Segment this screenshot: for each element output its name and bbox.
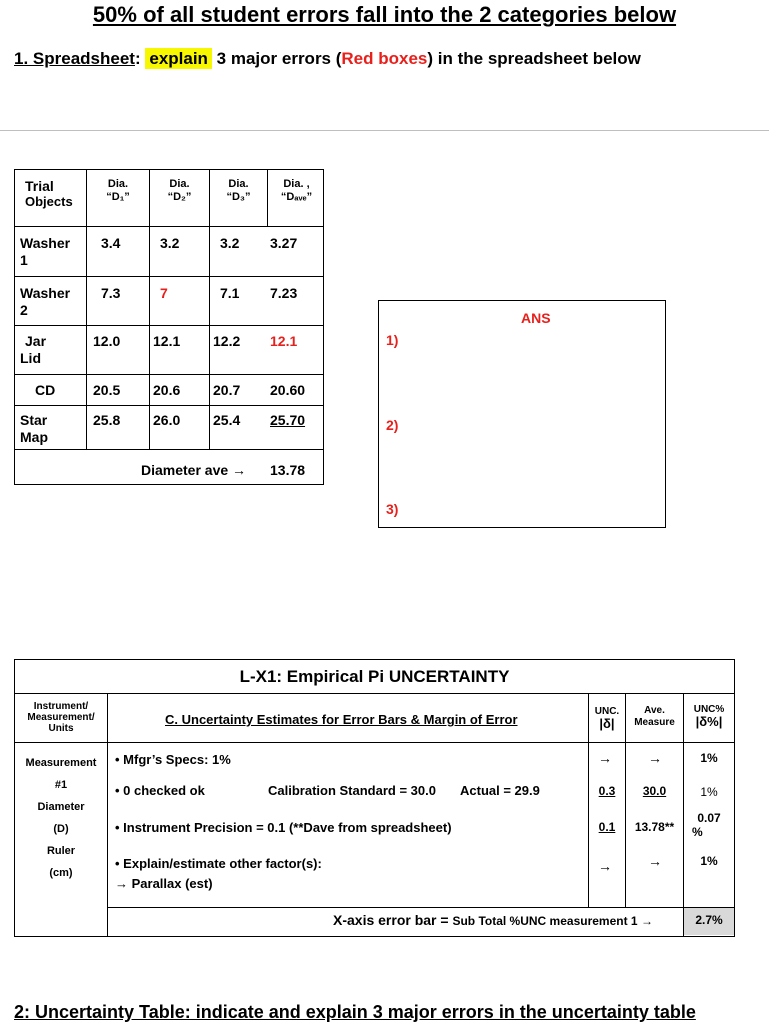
answer-item-3: 3): [386, 501, 399, 517]
answer-box[interactable]: [378, 300, 666, 528]
table-row: [15, 227, 323, 277]
header-unc-percent: UNC%: [693, 704, 725, 715]
dave-value: 20.60: [270, 382, 306, 398]
dave-value: 25.70: [270, 412, 306, 428]
left-measurement: Measurement: [25, 757, 97, 769]
red-boxes-text: Red boxes: [341, 49, 428, 68]
calibration-actual: Actual = 29.9: [460, 783, 540, 798]
header-units: Units: [48, 723, 74, 734]
d1-value: 12.0: [93, 333, 121, 349]
parallax-text: → Parallax (est): [115, 876, 213, 891]
header-delta: |δ|: [599, 716, 615, 731]
mfgr-specs-text: Mfgr’s Specs: 1%: [123, 752, 231, 767]
xaxis-label-small: Sub Total %UNC measurement 1 →: [452, 914, 653, 928]
r2-unc: 0.3: [598, 784, 616, 798]
section-1-end: ) in the spreadsheet below: [427, 49, 641, 68]
left-units: (cm): [49, 867, 73, 879]
answer-item-1: 1): [386, 332, 399, 348]
dave-value-error: 12.1: [270, 333, 298, 349]
other-factors-text: Explain/estimate other factor(s):: [123, 856, 322, 871]
header-measure: Measure: [634, 717, 675, 728]
calibration-row: • 0 checked ok: [115, 783, 205, 798]
r4-ave-arrow: →: [648, 853, 662, 869]
r1-unc-arrow: →: [598, 750, 612, 766]
object-name: Washer: [20, 285, 71, 301]
grid-line: [107, 907, 734, 908]
object-name-2: Lid: [20, 350, 41, 366]
header-trial: Trial: [25, 178, 54, 194]
header-dave-symbol: “Dₐᵥₑ”: [280, 191, 313, 203]
instrument-precision-row: • Instrument Precision = 0.1 (**Dave from spreadsheet): [115, 820, 452, 835]
left-diameter: Diameter: [37, 801, 85, 813]
section-1-heading: [14, 49, 641, 69]
dave-value: 7.23: [270, 285, 298, 301]
r4-unc-arrow: →: [598, 858, 612, 874]
d1-value: 7.3: [101, 285, 121, 301]
answer-item-2: 2): [386, 417, 399, 433]
d2-value: 26.0: [153, 412, 181, 428]
r3-percent-sign: %: [692, 825, 703, 839]
section-1-number: 1. Spreadsheet: [14, 49, 135, 68]
header-instrument: Instrument/: [33, 701, 89, 712]
xaxis-error-value: 2.7%: [695, 913, 723, 927]
table-row: [15, 277, 323, 326]
object-name-2: 1: [20, 252, 28, 268]
header-objects: Objects: [25, 194, 73, 209]
xaxis-label-main: X-axis error bar =: [333, 912, 453, 928]
dave-value: 3.27: [270, 235, 298, 251]
d2-value: 12.1: [153, 333, 181, 349]
object-name: Washer: [20, 235, 71, 251]
header-delta-percent: |δ%|: [695, 714, 723, 729]
grid-line: [15, 693, 734, 694]
d1-value: 3.4: [101, 235, 121, 251]
calibration-standard: Calibration Standard = 30.0: [268, 783, 436, 798]
mfgr-specs-row: • Mfgr’s Specs: 1%: [115, 752, 231, 767]
d3-value: 3.2: [220, 235, 240, 251]
d3-value: 7.1: [220, 285, 240, 301]
answer-title: ANS: [521, 310, 551, 326]
header-d2-label: Dia.: [169, 178, 190, 190]
table-row: [15, 375, 323, 406]
page-title: 50% of all student errors fall into the 2 categories below: [92, 2, 677, 27]
d2-value: 3.2: [160, 235, 180, 251]
instrument-precision-text: Instrument Precision = 0.1 (**Dave from spreadsheet): [123, 820, 452, 835]
header-measurement: Measurement/: [27, 712, 95, 723]
object-name: Star: [20, 412, 48, 428]
section-1-middle: 3 major errors (: [211, 49, 342, 68]
zero-checked: 0 checked ok: [123, 783, 205, 798]
left-number: #1: [54, 779, 68, 791]
diameter-ave-value: 13.78: [270, 462, 306, 478]
header-d2-symbol: “D₂”: [167, 191, 192, 203]
separator-line: [0, 130, 769, 131]
r1-ave-arrow: →: [648, 750, 662, 766]
r2-ave: 30.0: [642, 784, 667, 798]
header-d3-symbol: “D₃”: [226, 191, 251, 203]
r4-unc-percent: 1%: [700, 854, 718, 868]
highlight-explain: explain: [145, 48, 212, 69]
d3-value: 12.2: [213, 333, 241, 349]
d2-value: 20.6: [153, 382, 181, 398]
section-2-heading: 2: Uncertainty Table: indicate and explain 3 major errors in the uncertainty table: [14, 1002, 696, 1022]
object-name: CD: [35, 382, 56, 398]
diameter-ave-label: Diameter ave →: [141, 462, 247, 478]
uncertainty-title: L-X1: Empirical Pi UNCERTAINTY: [239, 667, 510, 686]
d2-value-error: 7: [160, 285, 168, 301]
table-row: [15, 406, 323, 450]
r1-unc-percent: 1%: [700, 751, 718, 765]
object-name-2: Map: [20, 429, 48, 445]
xaxis-error-bar-label: [333, 912, 653, 928]
header-dave-label: Dia. ,: [283, 178, 310, 190]
object-name: Jar: [25, 333, 47, 349]
d3-value: 25.4: [213, 412, 241, 428]
header-d1-symbol: “D₁”: [106, 191, 130, 203]
grid-line: [107, 693, 108, 936]
uncertainty-table: [14, 659, 735, 937]
d3-value: 20.7: [213, 382, 241, 398]
spreadsheet-header-row: [15, 170, 323, 227]
header-ave: Ave.: [644, 705, 665, 716]
object-name-2: 2: [20, 302, 28, 318]
r2-unc-percent: 1%: [700, 785, 718, 799]
r3-unc: 0.1: [598, 820, 616, 834]
grid-line: [15, 742, 734, 743]
header-d1-label: Dia.: [107, 178, 129, 190]
d1-value: 25.8: [93, 412, 121, 428]
other-factors-row: • Explain/estimate other factor(s): → Parallax (est): [115, 854, 322, 894]
spreadsheet: [14, 169, 324, 485]
left-symbol: (D): [53, 823, 69, 835]
header-d3-label: Dia.: [228, 178, 249, 190]
r3-ave: 13.78**: [634, 820, 675, 834]
table-row: [15, 326, 323, 375]
left-ruler: Ruler: [46, 845, 76, 857]
header-unc: UNC.: [594, 706, 620, 717]
header-c-uncertainty: C. Uncertainty Estimates for Error Bars & Margin of Error: [165, 712, 518, 727]
d1-value: 20.5: [93, 382, 121, 398]
section-1-colon: :: [134, 49, 141, 68]
r3-unc-percent: 0.07: [697, 811, 721, 825]
